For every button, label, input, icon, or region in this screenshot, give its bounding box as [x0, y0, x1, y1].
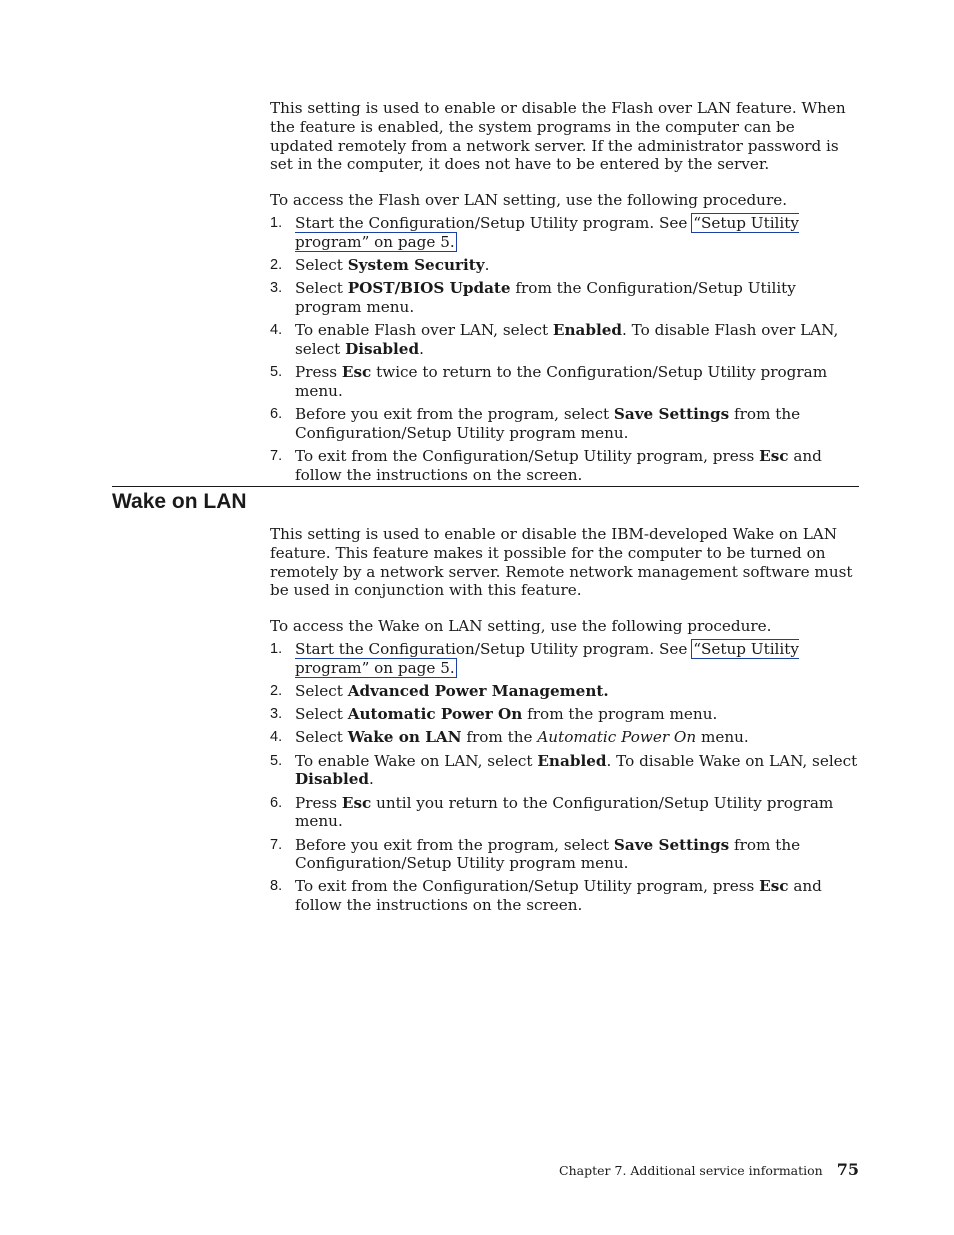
section-divider — [112, 486, 859, 487]
wake-on-lan-section — [270, 525, 860, 919]
wol-procedure-intro: To access the Wake on LAN setting, use the following procedure. — [270, 617, 772, 636]
page-number: 75 — [836, 1160, 859, 1179]
flash-intro-paragraph: This setting is used to enable or disable the Flash over LAN feature. When the feature is enabled, the system programs in the computer can be updated remotely from a network server. If the administrator password is set in the computer, it does not have to be entered by the server. — [270, 99, 846, 174]
list-item: 7. Before you exit from the program, select Save Settings from the Configuration/Setup Utility program menu. — [270, 835, 801, 873]
list-item: 6. Before you exit from the program, select Save Settings from the Configuration/Setup Utility program menu. — [270, 405, 801, 442]
list-item: 2. Select System Security. — [270, 255, 490, 274]
list-item: 7. To exit from the Configuration/Setup Utility program, press Esc and follow the instructions on the screen. — [270, 447, 822, 484]
list-item: 8. To exit from the Configuration/Setup Utility program, press Esc and follow the instructions on the screen. — [270, 877, 822, 915]
list-item: 3. Select POST/BIOS Update from the Configuration/Setup Utility program menu. — [270, 279, 796, 316]
setup-utility-xref-link[interactable]: “Setup Utility program” on page 5. — [295, 639, 799, 677]
list-item: 5. To enable Wake on LAN, select Enabled. To disable Wake on LAN, select Disabled. — [270, 751, 858, 789]
list-item: 1. Start the Configuration/Setup Utility program. See “Setup Utility program” on page 5. — [270, 213, 799, 251]
list-item: 1. Start the Configuration/Setup Utility program. See “Setup Utility program” on page 5. — [270, 639, 799, 677]
list-item: 4. Select Wake on LAN from the Automatic Power On menu. — [270, 728, 749, 747]
footer-chapter-title: Chapter 7. Additional service information — [559, 1163, 823, 1178]
flash-procedure-list — [270, 214, 860, 485]
wol-intro-paragraph: This setting is used to enable or disable the IBM-developed Wake on LAN feature. This feature makes it possible for the computer to be turned on remotely by a network server. Remote network management software must be used in conjunction with this feature. — [270, 525, 853, 600]
list-item: 2. Select Advanced Power Management. — [270, 681, 609, 700]
flash-procedure-intro: To access the Flash over LAN setting, use the following procedure. — [270, 191, 788, 210]
page-footer — [559, 1160, 859, 1181]
list-item: 3. Select Automatic Power On from the program menu. — [270, 705, 718, 724]
list-item: 6. Press Esc until you return to the Configuration/Setup Utility program menu. — [270, 793, 834, 831]
flash-over-lan-section — [270, 99, 860, 489]
setup-utility-xref-link[interactable]: “Setup Utility program” on page 5. — [295, 213, 799, 251]
section-heading-wake-on-lan: Wake on LAN — [112, 490, 247, 513]
wol-procedure-list — [270, 640, 860, 915]
list-item: 4. To enable Flash over LAN, select Enabled. To disable Flash over LAN, select Disabled. — [270, 321, 839, 358]
list-item: 5. Press Esc twice to return to the Configuration/Setup Utility program menu. — [270, 363, 828, 400]
